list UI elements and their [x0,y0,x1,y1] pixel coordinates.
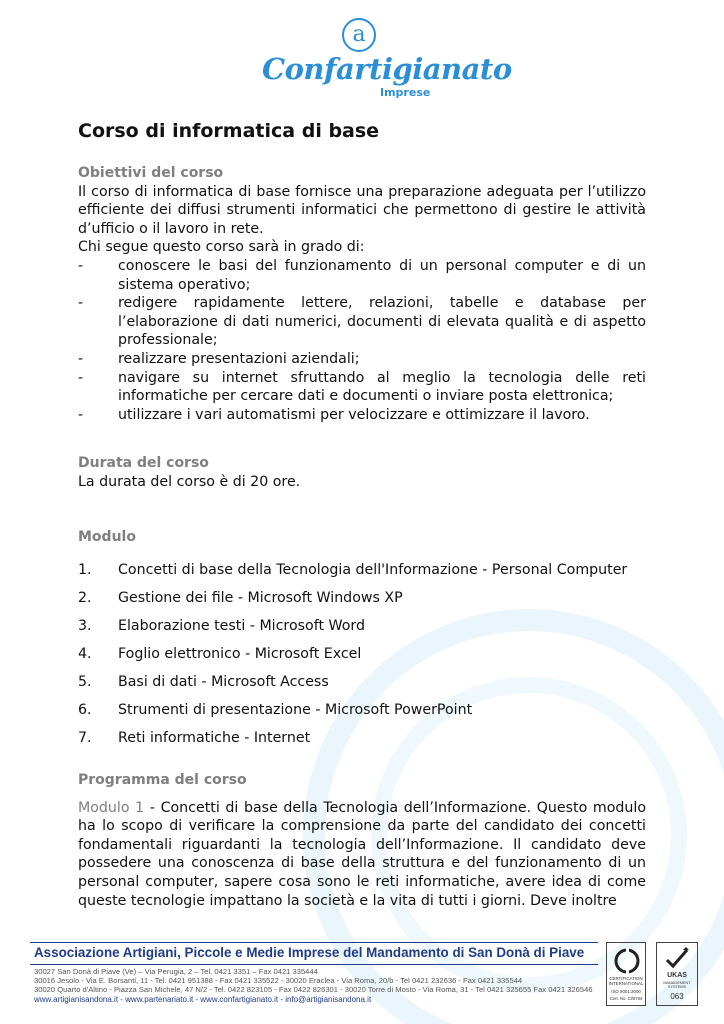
logo-symbol: a [342,18,376,52]
list-item: 1. Concetti di base della Tecnologia dell'Informazione - Personal Computer [78,562,628,578]
section-heading: Programma del corso [78,772,247,788]
footer-title: Associazione Artigiani, Piccole e Medie Imprese del Mandamento di San Donà di Piave [34,945,585,960]
ukas-label: UKAS [667,972,687,979]
footer-address-3: 30020 Quarto d'Altino - Piazza San Michele, 47 N/2 - Tel. 0422 823105 - Fax 0422 826301 - 30020 Torre di Mosto - Via Roma, 31 - Tel 0421 325655 Fax 0421 326546 [34,985,593,994]
section-heading: Modulo [78,529,136,545]
list-item: - navigare su internet sfruttando al meglio la tecnologia delle reti informatiche per cercare dati e documenti o inviare posta elettronica; [78,369,646,405]
logo-brand: Confartigianato [262,52,512,86]
ukas-badge [656,942,698,1006]
list-item: - realizzare presentazioni aziendali; [78,350,360,367]
modulo-label: Modulo 1 [78,799,145,816]
ukas-sub: MANAGEMENT SYSTEMS [663,981,691,989]
footer-divider [30,942,598,943]
footer-divider [30,964,598,965]
programma-body: - Concetti di base della Tecnologia dell’Informazione. Questo modulo ha lo scopo di verificare la comprensione da parte del candidato dei concetti fondamentali riguardanti la tecnologia dell’Informazione. Il candidato deve possedere una conoscenza di base della struttura e del funzionamento di un personal computer, sapere cosa sono le reti informatiche, avere idea di come queste tecnologie impattano la società e la vita di tutti i giorni. Deve inoltre [78,799,646,909]
section-heading: Durata del corso [78,455,209,471]
section-obiettivi [78,164,646,424]
list-item: 5. Basi di dati - Microsoft Access [78,674,329,690]
obiettivi-intro: Il corso di informatica di base fornisce una preparazione adeguata per l’utilizzo efficiente dei diffusi strumenti informatici che permettono di gestire le attività d’ufficio o il lavoro in rete. [78,183,646,237]
section-heading: Obiettivi del corso [78,165,224,181]
cert-label: CERTIFICATION INTERNATIONAL [608,976,644,986]
list-item: - conoscere le basi del funzionamento di un personal computer e di un sistema operativo; [78,257,646,293]
list-item: 4. Foglio elettronico - Microsoft Excel [78,646,362,662]
list-item: - redigere rapidamente lettere, relazioni, tabelle e database per l’elaborazione di dati numerici, documenti di elevata qualità e di aspetto professionale; [78,295,646,349]
footer-links[interactable]: www.artigianisandona.it - www.partenariato.it - www.confartigianato.it - info@artigianisandona.it [34,995,372,1004]
modulo-list [78,556,646,752]
list-item: 3. Elaborazione testi - Microsoft Word [78,618,365,634]
footer-address-1: 30027 San Donà di Piave (Ve) – Via Perugia, 2 – Tel. 0421 3351 – Fax 0421 335444 [34,967,318,976]
crown-tick-icon [657,946,697,970]
confartigianato-logo [262,18,512,100]
ukas-num: 063 [670,992,684,1001]
cert-code: ISO 9001:2000 [611,989,641,994]
section-durata [78,454,646,491]
logo-sub: Imprese [380,86,431,99]
list-item: - utilizzare i vari automatismi per velocizzare e ottimizzare il lavoro. [78,406,590,423]
durata-text: La durata del corso è di 20 ore. [78,473,301,490]
obiettivi-lead: Chi segue questo corso sarà in grado di: [78,239,365,256]
programma-text [78,799,646,911]
section-programma [78,771,646,910]
list-item: 7. Reti informatiche - Internet [78,730,311,746]
list-item: 6. Strumenti di presentazione - Microsoft PowerPoint [78,702,473,718]
cert-num: Cert. No. CI/8794 [609,996,643,1001]
certification-badge [606,942,646,1006]
page-title: Corso di informatica di base [78,120,380,142]
footer-address-2: 30016 Jesolo - Via E. Borsanti, 11 - Tel. 0421 951388 - Fax 0421 335522 - 30020 Eraclea - Via Roma, 20/b - Tel 0421 232636 - Fax 0421 335544 [34,976,523,985]
ci-logo-icon [608,947,646,975]
list-item: 2. Gestione dei file - Microsoft Windows XP [78,590,403,606]
section-modulo [78,528,646,547]
